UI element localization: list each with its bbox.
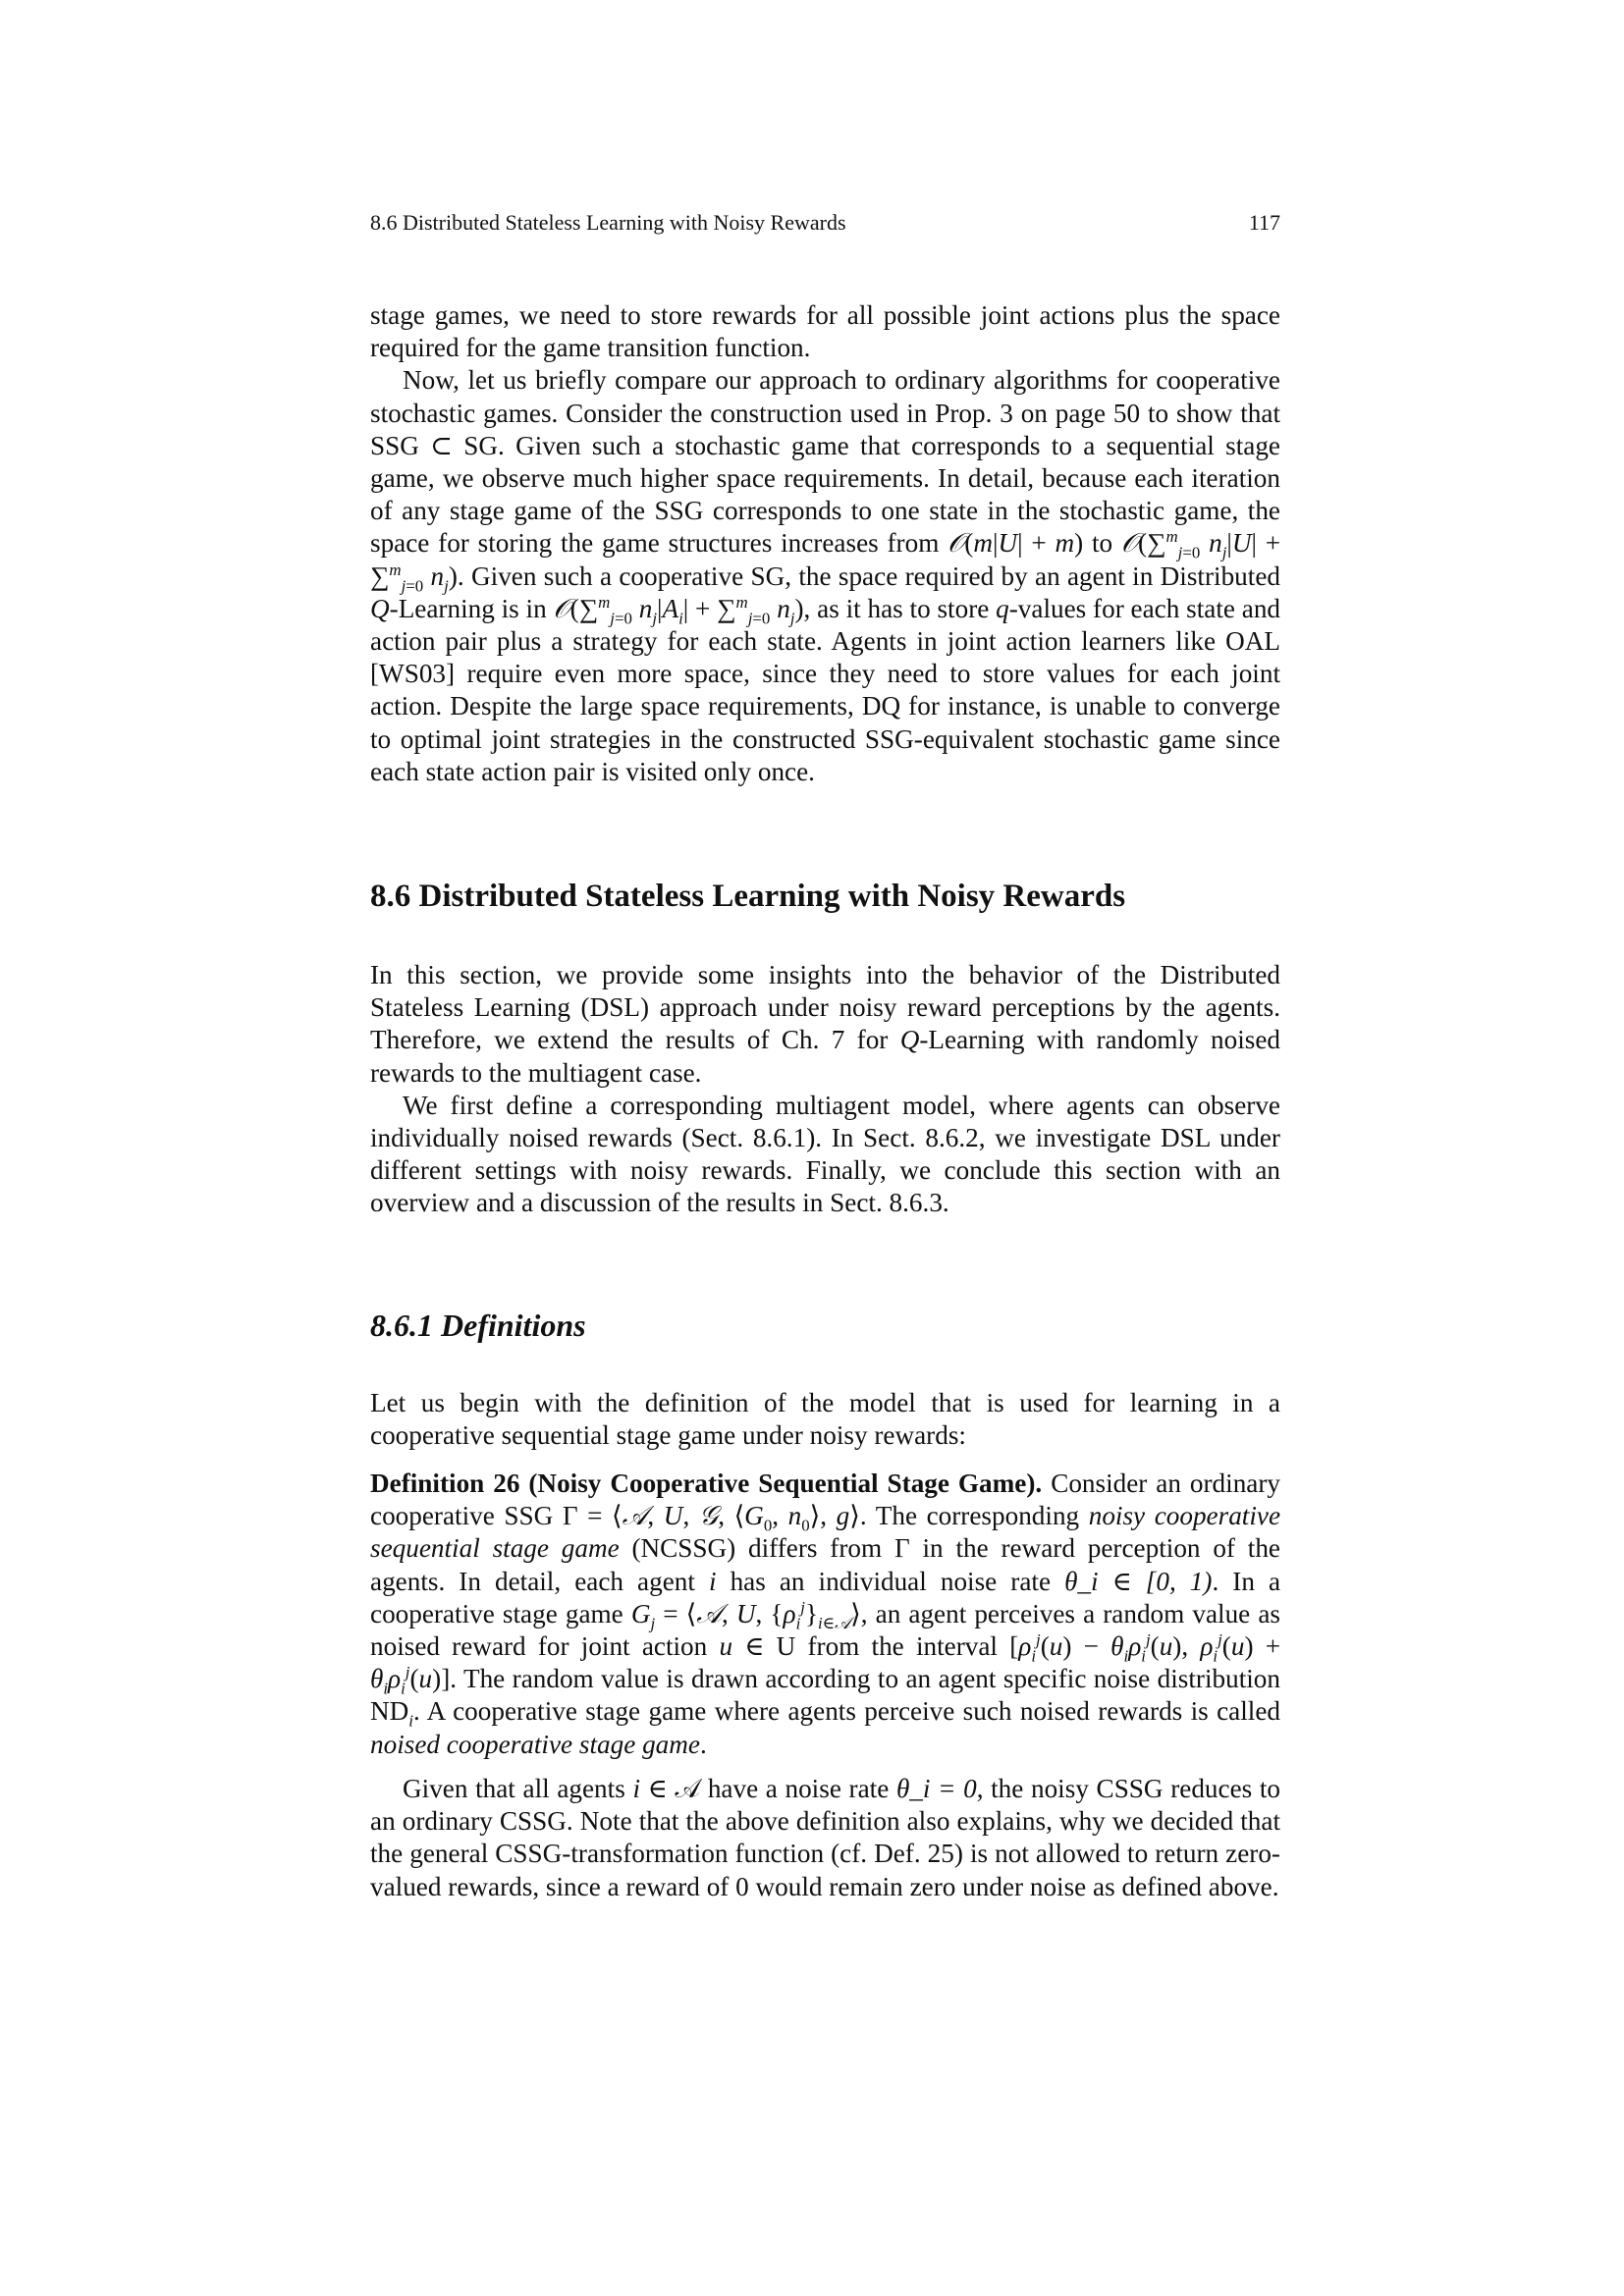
section-paragraph-2: We first define a corresponding multiagent model, where agents can observe individually noised rewards (Sect. 8.6.1). In Sect. 8.6.2, we investigate DSL under different settings with noisy rewards. Finally, we conclude this section with an overview and a discussion of the results in Sect. 8.6.3. — [370, 1090, 1280, 1218]
section-title: 8.6 Distributed Stateless Learning with Noisy Rewards — [370, 879, 1126, 914]
subsection-paragraph-1: Let us begin with the definition of the model that is used for learning in a cooperative sequential stage game under noisy rewards: — [370, 1388, 1280, 1451]
closing-paragraph: Given that all agents i ∈ 𝒜 have a noise rate θ_i = 0, the noisy CSSG reduces to an ordinary CSSG. Note that the above definition also explains, why we decided that the general CSSG-transformation function (cf. Def. 25) is not allowed to return zero-valued rewards, since a reward of 0 would remain zero under noise as defined above. — [370, 1774, 1281, 1901]
section-block — [370, 959, 1280, 1220]
intro-paragraph-2: Now, let us briefly compare our approach to ordinary algorithms for cooperative stochastic games. Consider the construction used in Prop. 3 on page 50 to show that SSG ⊂ SG. Given such a stochastic game that corresponds to a sequential stage game, we observe much higher space requirements. In detail, because each iteration of any stage game of the SSG corresponds to one state in the stochastic game, the space for storing the game structures increases from 𝒪(m|U| + m) to 𝒪(∑$^m_{j=0}$ $n_j|U| + \sum^m_{j=0}$ $n_j$). Given such a cooperative SG, the space required by an agent in Distributed Q-Learning is in 𝒪(∑$^m_{j=0}$ $n_j|A_i| + \sum^m_{j=0}$ $n_j$), as it has to store q-values for each state and action pair plus a strategy for each state. Agents in joint action learners like OAL [WS03] require even more space, since they need to store values for each joint action. Despite the large space requirements, DQ for instance, is unable to converge to optimal joint strategies in the constructed SSG-equivalent stochastic game since each state action pair is visited only once. — [370, 365, 1281, 786]
intro-block — [370, 299, 1280, 788]
page-number: 117 — [1248, 210, 1280, 235]
subsection-block — [370, 1387, 1280, 1452]
intro-paragraph-1: stage games, we need to store rewards for all possible joint actions plus the space required for the game transition function. — [370, 300, 1280, 363]
running-head — [370, 208, 1280, 238]
definition-label: Definition 26 (Noisy Cooperative Sequential Stage Game). — [370, 1468, 1043, 1498]
definition-block — [370, 1468, 1280, 1761]
running-title: 8.6 Distributed Stateless Learning with Noisy Rewards — [370, 210, 846, 235]
section-paragraph-1: In this section, we provide some insights into the behavior of the Distributed Stateless Learning (DSL) approach under noisy reward perceptions by the agents. Therefore, we extend the results of Ch. 7 for Q-Learning with randomly noised rewards to the multiagent case. — [370, 960, 1281, 1088]
definition-26: Definition 26 (Noisy Cooperative Sequential Stage Game). Consider an ordinary cooperative SSG Γ = ⟨𝒜, U, 𝒢, $⟨G_0$, $n_0⟩$, g⟩. The corresponding noisy cooperative sequential stage game (NCSSG) differs from Γ in the reward perception of the agents. In detail, each agent i has an individual noise rate θ_i ∈ [0, 1). In a cooperative stage game $G_j$ = ⟨𝒜, U, $\{\rho_i^j\}_{i\in 𝒜}⟩$, an agent perceives a random value as noised reward for joint action u ∈ U from the interval [$\rho_i^j(u) - \theta_i\rho_i^j(u)$, $\rho_i^j(u) + \theta_i\rho_i^j(u)$]. The random value is drawn according to an agent specific noise distribution $ND_i$. A cooperative stage game where agents perceive such noised rewards is called noised cooperative stage game. — [370, 1468, 1281, 1759]
subsection-title: 8.6.1 Definitions — [370, 1308, 586, 1343]
closing-block — [370, 1773, 1280, 1903]
